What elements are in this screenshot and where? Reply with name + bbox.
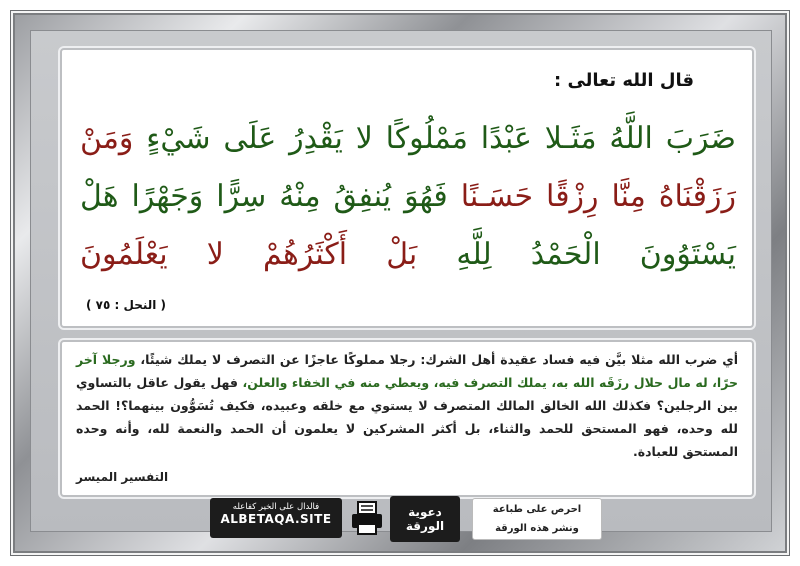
verse-heading: قال الله تعالى : (553, 70, 694, 91)
print-reminder (472, 498, 602, 540)
footer-bar (210, 494, 600, 550)
tafsir-panel (60, 340, 754, 497)
dawah-logo: دعوية الورقة (390, 496, 460, 542)
site-caption: فالدال على الخير كفاعله (232, 502, 320, 512)
verse-panel (60, 48, 754, 328)
verse-line2-red: رَزَقْنَاهُ مِنَّا رِزْقًا حَسَـنًا (460, 179, 736, 214)
quran-verse (80, 110, 736, 284)
site-url: ALBETAQA.SITE (220, 512, 332, 526)
verse-line3-green: يَسْتَوُونَ الْحَمْدُ لِلَّهِ (456, 237, 736, 272)
verse-line1-green: ضَرَبَ اللَّهُ مَثَـلا عَبْدًا مَمْلُوكًا لا يَقْدِرُ عَلَى شَيْءٍ (146, 121, 736, 156)
print-line2: ونشر هذه الورقة (495, 523, 579, 534)
verse-line1-red: وَمَنْ (80, 121, 134, 156)
verse-reference: ( النحل : ٧٥ ) (86, 298, 167, 312)
tafsir-text (76, 348, 738, 463)
tafsir-part1: أي ضرب الله مثلا بيَّن فيه فساد عقيدة أهل الشرك: رجلا مملوكًا عاجزًا عن التصرف لا يملك شيئًا، (140, 352, 739, 367)
site-badge[interactable] (210, 498, 342, 538)
verse-line2-green: فَهُوَ يُنفِقُ مِنْهُ سِرًّا وَجَهْرًا هَلْ (80, 179, 448, 214)
tafsir-source: التفسير الميسر (76, 470, 169, 484)
printer-icon (350, 500, 384, 536)
verse-line3-red: بَلْ أَكْثَرُهُمْ لا يَعْلَمُونَ (80, 237, 418, 272)
tafsir-part3: فهل يقول عاقل بالتساوي بين الرجلين؟ فكذلك الله الخالق المالك المتصرف لا يستوي مع خلقه وعبيده، فكيف تُسَوُّون بينهما؟! الحمد لله وحده، فهو المستحق للحمد والثناء، بل أكثر المشركين لا يعلمون أن الحمد والنعمة لله، وأنه وحده المستحق للعبادة. (76, 375, 738, 459)
tafsir-part2: ورجلا آخر حرًا، له مال حلال رزَقَه الله به، يملك التصرف فيه، ويعطي منه في الخفاء والعلن، (76, 352, 739, 390)
print-line1: احرص على طباعة (492, 504, 582, 515)
